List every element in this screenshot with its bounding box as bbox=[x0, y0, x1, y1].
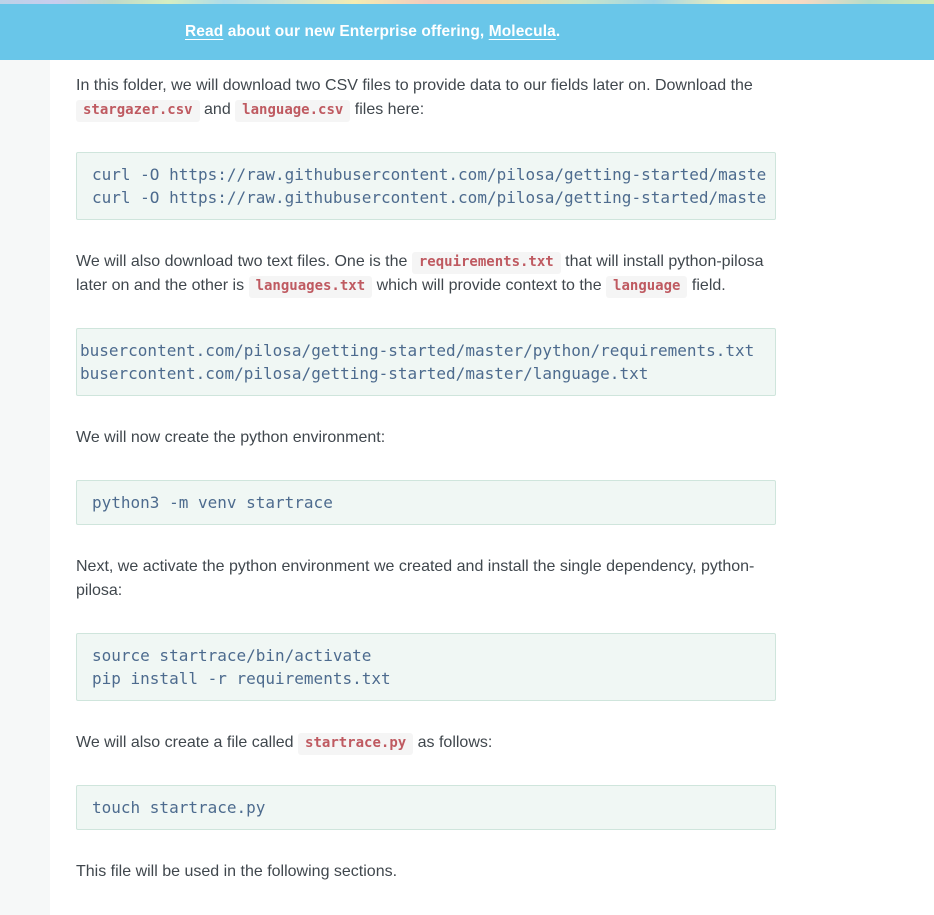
inline-code-chip: languages.txt bbox=[249, 276, 373, 298]
paragraph bbox=[76, 74, 776, 122]
paragraph bbox=[76, 731, 776, 755]
code-line: source startrace/bin/activate bbox=[92, 646, 372, 665]
code-block[interactable] bbox=[76, 785, 776, 830]
code-block[interactable] bbox=[76, 480, 776, 525]
paragraph-text: This file will be used in the following sections. bbox=[76, 863, 398, 880]
paragraph-text: files here: bbox=[350, 101, 425, 118]
announcement-period: . bbox=[555, 23, 561, 40]
code-line: touch startrace.py bbox=[92, 798, 266, 817]
code-line: curl -O https://raw.githubusercontent.com/pilosa/getting-started/maste bbox=[92, 165, 767, 184]
inline-code-chip: startrace.py bbox=[298, 733, 413, 755]
paragraph-text: We will also download two text files. One is the bbox=[76, 253, 412, 270]
code-block[interactable] bbox=[76, 633, 776, 701]
doc-content bbox=[76, 60, 776, 915]
inline-code-chip: language bbox=[606, 276, 687, 298]
molecula-link[interactable]: Molecula bbox=[488, 23, 556, 40]
code-line: busercontent.com/pilosa/getting-started/master/python/requirements.txt bbox=[80, 341, 755, 360]
code-block[interactable] bbox=[76, 152, 776, 220]
paragraph bbox=[76, 426, 776, 450]
sidebar-rail bbox=[0, 60, 50, 915]
paragraph bbox=[76, 250, 776, 298]
announcement-middle-text: about our new Enterprise offering, bbox=[223, 23, 489, 40]
paragraph-text: Next, we activate the python environment we created and install the single dependency, python-pilosa: bbox=[76, 558, 755, 599]
paragraph-text: and bbox=[199, 101, 236, 118]
announcement-banner bbox=[0, 4, 934, 60]
code-line: busercontent.com/pilosa/getting-started/master/language.txt bbox=[80, 364, 649, 383]
inline-code-chip: stargazer.csv bbox=[76, 100, 200, 122]
paragraph-text: We will also create a file called bbox=[76, 734, 299, 751]
announcement-text bbox=[0, 4, 934, 60]
read-link[interactable]: Read bbox=[185, 23, 224, 40]
inline-code-chip: language.csv bbox=[235, 100, 350, 122]
paragraph-text: field. bbox=[687, 277, 726, 294]
paragraph-text: that will install python-pilosa later on and the other is bbox=[76, 253, 764, 294]
code-line: pip install -r requirements.txt bbox=[92, 669, 391, 688]
inline-code-chip: requirements.txt bbox=[412, 252, 561, 274]
paragraph-text: as follows: bbox=[413, 734, 493, 751]
code-line: python3 -m venv startrace bbox=[92, 493, 333, 512]
paragraph-text: which will provide context to the bbox=[372, 277, 607, 294]
paragraph bbox=[76, 860, 776, 884]
code-block[interactable] bbox=[76, 328, 776, 396]
paragraph-text: In this folder, we will download two CSV files to provide data to our fields later on. Download the bbox=[76, 77, 753, 94]
page-body bbox=[0, 60, 934, 915]
paragraph-text: We will now create the python environment: bbox=[76, 429, 386, 446]
code-line: curl -O https://raw.githubusercontent.com/pilosa/getting-started/maste bbox=[92, 188, 767, 207]
paragraph bbox=[76, 555, 776, 603]
